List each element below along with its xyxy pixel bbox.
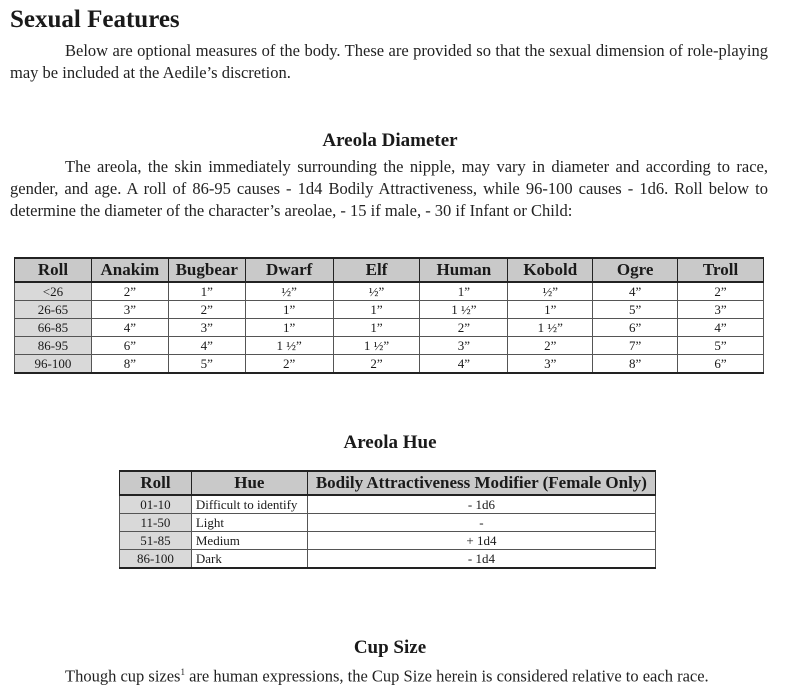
roll-cell: 96-100	[15, 355, 92, 374]
table-cell: 2”	[245, 355, 333, 374]
table-row	[15, 319, 764, 337]
column-header: Dwarf	[245, 258, 333, 282]
table-cell: + 1d4	[307, 532, 655, 550]
table-cell: 1”	[245, 319, 333, 337]
roll-cell: 11-50	[120, 514, 192, 532]
table-cell: 1 ½”	[420, 301, 508, 319]
table-cell: ½”	[245, 282, 333, 301]
areola-diameter-paragraph: The areola, the skin immediately surrounding the nipple, may vary in diameter and according to race, gender, and age. A roll of 86-95 causes - 1d4 Bodily Attractiveness, while 96-100 causes - 1d6. Roll below to determine the diameter of the character’s areolae, - 15 if male, - 30 if Infant or Child:	[10, 157, 768, 220]
table-cell: 8”	[91, 355, 168, 374]
table-row	[120, 550, 656, 569]
table-row	[15, 282, 764, 301]
table-cell: 2”	[508, 337, 593, 355]
table-cell: 4”	[420, 355, 508, 374]
roll-cell: 86-100	[120, 550, 192, 569]
table-cell: 2”	[420, 319, 508, 337]
page-title: Sexual Features	[10, 6, 180, 33]
table-cell: 3”	[91, 301, 168, 319]
table-cell: 4”	[168, 337, 245, 355]
table-cell: 5”	[678, 337, 764, 355]
column-header: Roll	[15, 258, 92, 282]
table-cell: Light	[191, 514, 307, 532]
table-cell: - 1d6	[307, 495, 655, 514]
table-cell: 7”	[593, 337, 678, 355]
table-cell: 3”	[168, 319, 245, 337]
table-row	[15, 301, 764, 319]
table-cell: 1”	[420, 282, 508, 301]
table-cell: 1 ½”	[333, 337, 420, 355]
areola-hue-table-body	[120, 495, 656, 568]
table-cell: Dark	[191, 550, 307, 569]
roll-cell: <26	[15, 282, 92, 301]
table-header-row	[120, 471, 656, 495]
table-cell: 3”	[508, 355, 593, 374]
column-header: Bugbear	[168, 258, 245, 282]
column-header: Roll	[120, 471, 192, 495]
areola-hue-table	[119, 470, 656, 569]
table-row	[15, 337, 764, 355]
roll-cell: 51-85	[120, 532, 192, 550]
cup-size-text: are human expressions, the Cup Size herein is considered relative to each race.	[184, 666, 709, 686]
table-cell: 5”	[593, 301, 678, 319]
column-header: Bodily Attractiveness Modifier (Female Only)	[307, 471, 655, 495]
table-cell: - 1d4	[307, 550, 655, 569]
table-cell: 1”	[333, 301, 420, 319]
roll-cell: 01-10	[120, 495, 192, 514]
column-header: Anakim	[91, 258, 168, 282]
table-row	[120, 495, 656, 514]
table-cell: 6”	[91, 337, 168, 355]
areola-diameter-heading: Areola Diameter	[322, 130, 458, 151]
areola-diameter-table	[14, 257, 764, 374]
column-header: Human	[420, 258, 508, 282]
table-cell: 4”	[678, 319, 764, 337]
table-row	[120, 514, 656, 532]
table-row	[15, 355, 764, 374]
table-cell: 3”	[420, 337, 508, 355]
table-cell: 6”	[678, 355, 764, 374]
table-cell: 2”	[168, 301, 245, 319]
cup-size-heading: Cup Size	[353, 637, 427, 658]
table-cell: 1 ½”	[508, 319, 593, 337]
cup-size-text: Though cup sizes	[65, 666, 181, 686]
column-header: Hue	[191, 471, 307, 495]
table-cell: 1”	[333, 319, 420, 337]
areola-diameter-table-body	[15, 282, 764, 373]
table-cell: 8”	[593, 355, 678, 374]
column-header: Elf	[333, 258, 420, 282]
intro-paragraph: Below are optional measures of the body. These are provided so that the sexual dimension of role-playing may be included at the Aedile’s discretion.	[10, 41, 768, 82]
table-cell: ½”	[508, 282, 593, 301]
column-header: Troll	[678, 258, 764, 282]
table-cell: 1”	[508, 301, 593, 319]
footnote-marker[interactable]: 1	[180, 667, 185, 677]
table-cell: Difficult to identify	[191, 495, 307, 514]
table-cell: 2”	[91, 282, 168, 301]
roll-cell: 66-85	[15, 319, 92, 337]
table-row	[120, 532, 656, 550]
column-header: Ogre	[593, 258, 678, 282]
table-cell: ½”	[333, 282, 420, 301]
table-cell: 2”	[333, 355, 420, 374]
table-cell: 1”	[245, 301, 333, 319]
table-cell: 4”	[91, 319, 168, 337]
table-cell: 2”	[678, 282, 764, 301]
areola-hue-heading: Areola Hue	[343, 432, 437, 453]
table-cell: 1 ½”	[245, 337, 333, 355]
table-header-row	[15, 258, 764, 282]
table-cell: 6”	[593, 319, 678, 337]
table-cell: 1”	[168, 282, 245, 301]
roll-cell: 26-65	[15, 301, 92, 319]
column-header: Kobold	[508, 258, 593, 282]
table-cell: 4”	[593, 282, 678, 301]
table-cell: -	[307, 514, 655, 532]
table-cell: 3”	[678, 301, 764, 319]
table-cell: Medium	[191, 532, 307, 550]
table-cell: 5”	[168, 355, 245, 374]
roll-cell: 86-95	[15, 337, 92, 355]
